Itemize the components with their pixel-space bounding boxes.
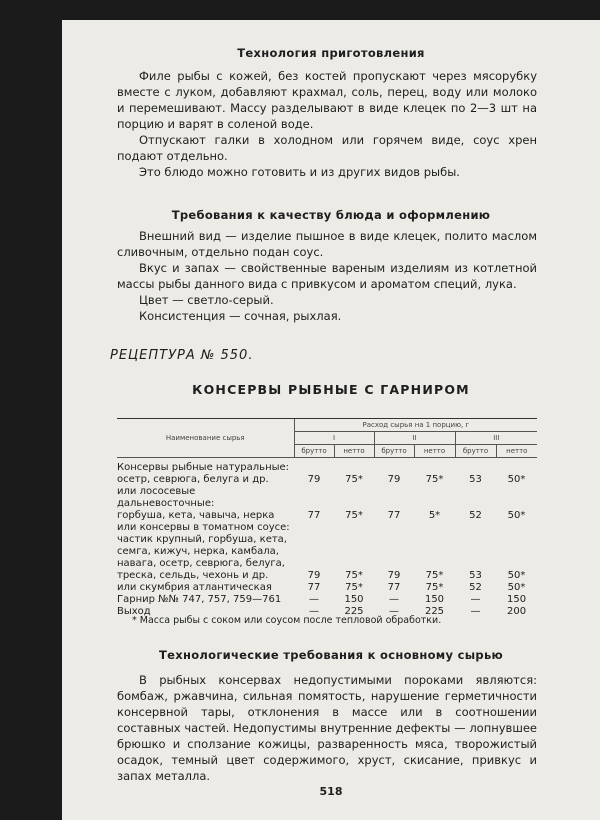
sub-header: нетто	[334, 445, 374, 458]
quantity-cell: —	[389, 606, 399, 617]
column-group-header: I	[294, 432, 374, 445]
table-row	[117, 546, 537, 558]
ingredient-name: Выход	[117, 606, 151, 617]
quantity-cell	[414, 522, 455, 534]
quantity-cell: 50*	[507, 570, 526, 581]
sub-header: брутто	[294, 445, 334, 458]
recipe-table	[117, 419, 537, 618]
ingredient-name: или консервы в томатном соусе:	[117, 522, 290, 533]
quantity-cell	[334, 534, 374, 546]
quantity-cell: —	[470, 594, 481, 605]
quantity-cell: 53	[469, 570, 482, 581]
quantity-cell: 52	[469, 582, 482, 593]
quantity-cell	[414, 458, 455, 475]
quantity-cell: 200	[506, 606, 527, 617]
quantity-cell	[414, 546, 455, 558]
quantity-cell: —	[389, 594, 399, 605]
quantity-cell	[414, 558, 455, 570]
quantity-cell	[455, 534, 496, 546]
quantity-cell: 150	[344, 594, 364, 605]
quantity-cell	[414, 486, 455, 510]
quantity-cell	[455, 458, 496, 475]
quantity-cell	[294, 546, 334, 558]
sub-header: брутто	[455, 445, 496, 458]
quantity-cell: 77	[387, 582, 401, 593]
sub-header: брутто	[374, 445, 414, 458]
quantity-cell	[294, 486, 334, 510]
quantity-cell	[294, 522, 334, 534]
quantity-cell	[455, 522, 496, 534]
name-column-header: Наименование сырья	[117, 419, 294, 458]
quantity-cell: —	[470, 606, 481, 617]
quantity-cell	[496, 534, 537, 546]
quantity-cell: 79	[307, 570, 321, 581]
quantity-cell: 5*	[428, 510, 441, 521]
quantity-cell: 77	[307, 582, 321, 593]
quantity-cell	[374, 486, 414, 510]
paragraph: Внешний вид — изделие пышное в виде клецек, полито маслом сливочным, отдельно подан соус.	[117, 229, 537, 259]
table-row	[117, 582, 537, 594]
table-header-row	[117, 419, 537, 432]
quantity-cell	[455, 486, 496, 510]
table-row	[117, 558, 537, 570]
quantity-cell	[374, 558, 414, 570]
table-title: КОНСЕРВЫ РЫБНЫЕ С ГАРНИРОМ	[192, 382, 470, 397]
quantity-cell	[294, 534, 334, 546]
ingredient-name: навага, осетр, севрюга, белуга,	[117, 558, 285, 569]
table-row	[117, 474, 537, 486]
table-row	[117, 570, 537, 582]
quantity-cell	[374, 546, 414, 558]
ingredient-name: Гарнир №№ 747, 757, 759—761	[117, 594, 282, 605]
section-title-quality: Требования к качеству блюда и оформлению	[171, 208, 491, 222]
paragraph: Филе рыбы с кожей, без костей пропускают через мясорубку вместе с луком, добавляют крахмал, соль, перец, воду или молоко и перемешивают. Массу разделывают в виде клецек по 2—3 шт на порцию и варят в соленой воде.	[117, 69, 537, 131]
table-row	[117, 534, 537, 546]
quantity-cell: 150	[506, 594, 527, 605]
paragraph: Цвет — светло-серый.	[139, 293, 274, 307]
consumption-header: Расход сырья на 1 порцию, г	[294, 419, 537, 432]
quantity-cell: 75*	[425, 582, 444, 593]
quantity-cell: 75*	[425, 474, 444, 485]
quantity-cell	[374, 522, 414, 534]
page-number: 518	[319, 785, 343, 798]
ingredient-name: горбуша, кета, чавыча, нерка	[117, 510, 275, 521]
quantity-cell	[455, 558, 496, 570]
quantity-cell: —	[309, 606, 319, 617]
section-title-raw-materials: Технологические требования к основному сырью	[158, 648, 504, 662]
quantity-cell: 79	[387, 474, 401, 485]
quantity-cell	[496, 546, 537, 558]
quantity-cell: 79	[307, 474, 321, 485]
quantity-cell: 50*	[507, 582, 526, 593]
quantity-cell	[334, 558, 374, 570]
ingredient-name: осетр, севрюга, белуга и др.	[117, 474, 269, 485]
quantity-cell: 75*	[345, 474, 363, 485]
book-page	[62, 20, 600, 820]
quantity-cell	[455, 546, 496, 558]
paragraph: Это блюдо можно готовить и из других видов рыбы.	[139, 165, 460, 179]
quantity-cell: 150	[424, 594, 445, 605]
quantity-cell: 77	[387, 510, 401, 521]
paragraph: В рыбных консервах недопустимыми пороками являются: бомбаж, ржавчина, сильная помятость, нарушение герметичности консервной тары, отклонения в массе или в соотношении составных частей. Недопустимы внутренние дефекты — лопнувшее брюшко и сползание кожицы, разваренность мяса, творожистый осадок, темный цвет содержимого, хруст, скисание, привкус и запах металла.	[117, 673, 537, 783]
ingredient-name: частик крупный, горбуша, кета,	[117, 534, 287, 545]
quantity-cell	[294, 558, 334, 570]
ingredient-name: или лососевые дальневосточные:	[117, 486, 215, 509]
quantity-cell	[496, 522, 537, 534]
ingredient-name: или скумбрия атлантическая	[117, 582, 272, 593]
paragraph: Вкус и запах — свойственные вареным изделиям из котлетной массы рыбы данного вида с привкусом и ароматом специй, лука.	[117, 261, 537, 291]
quality-text	[117, 228, 537, 324]
quantity-cell	[374, 534, 414, 546]
quantity-cell	[294, 458, 334, 475]
table-body	[117, 458, 537, 619]
quantity-cell	[496, 458, 537, 475]
footnote: * Масса рыбы с соком или соусом после тепловой обработки.	[132, 615, 442, 626]
quantity-cell	[414, 534, 455, 546]
quantity-cell	[334, 546, 374, 558]
quantity-cell: 79	[387, 570, 401, 581]
quantity-cell: —	[309, 594, 319, 605]
paragraph: Консистенция — сочная, рыхлая.	[139, 309, 342, 323]
quantity-cell: 75*	[345, 582, 363, 593]
quantity-cell: 75*	[345, 570, 363, 581]
table-row	[117, 486, 537, 510]
ingredient-name: Консервы рыбные натуральные:	[117, 462, 290, 473]
quantity-cell	[496, 486, 537, 510]
quantity-cell: 50*	[507, 510, 526, 521]
quantity-cell: 75*	[425, 570, 444, 581]
column-group-header: II	[374, 432, 455, 445]
quantity-cell	[334, 486, 374, 510]
quantity-cell: 50*	[507, 474, 526, 485]
table-row	[117, 458, 537, 475]
quantity-cell	[496, 558, 537, 570]
table-row	[117, 522, 537, 534]
raw-materials-text	[117, 672, 537, 784]
recipe-number: РЕЦЕПТУРА № 550.	[110, 348, 254, 363]
ingredient-name: треска, сельдь, чехонь и др.	[117, 570, 269, 581]
sub-header: нетто	[496, 445, 537, 458]
quantity-cell: 77	[307, 510, 321, 521]
sub-header: нетто	[414, 445, 455, 458]
table-row	[117, 594, 537, 606]
quantity-cell: 52	[469, 510, 482, 521]
quantity-cell	[334, 522, 374, 534]
quantity-cell	[334, 458, 374, 475]
quantity-cell: 75*	[345, 510, 363, 521]
table-row	[117, 510, 537, 522]
quantity-cell: 53	[469, 474, 482, 485]
ingredient-name: семга, кижуч, нерка, камбала,	[117, 546, 279, 557]
quantity-cell: 225	[424, 606, 445, 617]
quantity-cell: 225	[344, 606, 364, 617]
quantity-cell	[374, 458, 414, 475]
section-title-technology: Технология приготовления	[237, 46, 425, 60]
column-group-header: III	[455, 432, 537, 445]
technology-text	[117, 68, 537, 180]
paragraph: Отпускают галки в холодном или горячем виде, соус хрен подают отдельно.	[117, 133, 537, 163]
